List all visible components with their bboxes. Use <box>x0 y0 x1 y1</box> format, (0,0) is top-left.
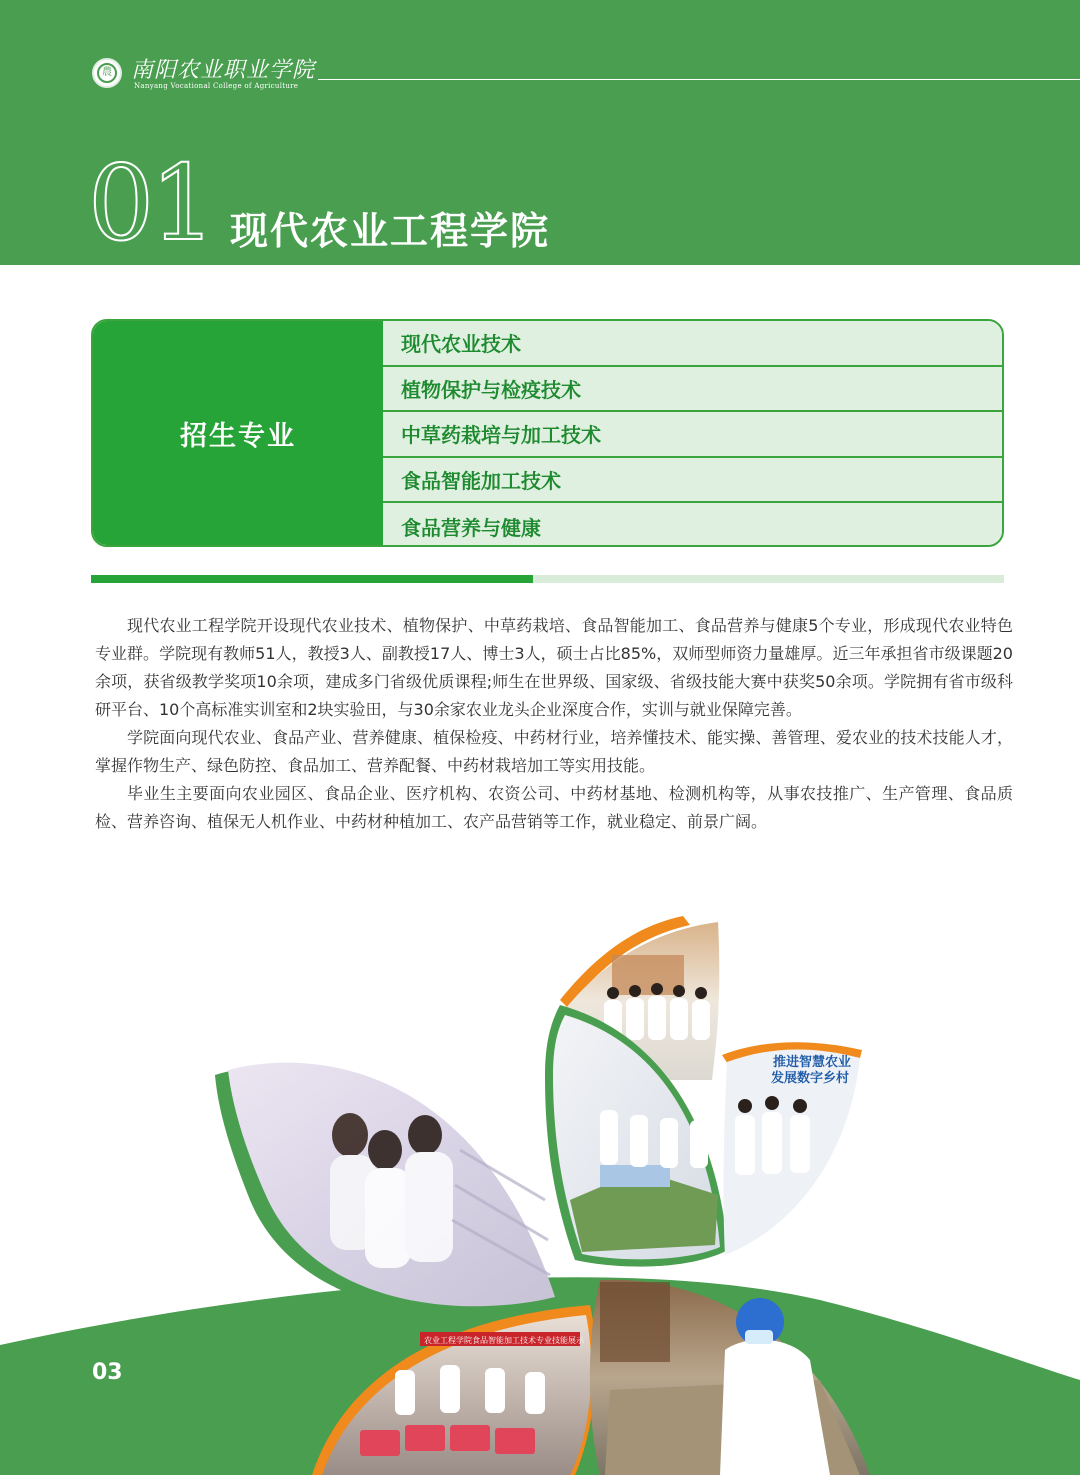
major-item: 食品营养与健康 <box>383 503 1002 547</box>
chapter-number: 01 <box>88 142 213 264</box>
major-item: 中草药栽培与加工技术 <box>383 412 1002 458</box>
chapter-title: 现代农业工程学院 <box>230 209 551 253</box>
major-item: 现代农业技术 <box>383 321 1002 367</box>
lab-people <box>330 1113 453 1268</box>
staff-backdrop <box>612 955 684 995</box>
page-number: 03 <box>92 1360 123 1385</box>
college-seal-icon: 農 <box>92 58 122 88</box>
slogan-line-2: 发展数字乡村 <box>771 1071 850 1086</box>
intro-paragraph: 现代农业工程学院开设现代农业技术、植物保护、中草药栽培、食品智能加工、食品营养与健康5个专业，形成现代农业特色专业群。学院现有教师51人，教授3人、副教授17人、博士3人，硕士占比85%，双师型师资力量雄厚。近三年承担省市级课题20余项，获省级教学奖项10余项，建成多门省级优质课程;师生在世界级、国家级、省级技能大赛中获奖50余项。学院拥有省市级科研平台、10个高标准实训室和2块实验田，与30余家农业龙头企业深度合作，实训与就业保障完善。 <box>95 616 1013 719</box>
slogan-line-1: 推进智慧农业 <box>773 1055 852 1070</box>
intro-paragraph: 毕业生主要面向农业园区、食品企业、医疗机构、农资公司、中药材基地、检测机构等，从事农技推广、生产管理、食品质检、营养咨询、植保无人机作业、中药材种植加工、农产品营销等工作，就业稳定、前景广阔。 <box>95 784 1013 831</box>
college-name-en: Nanyang Vocational College of Agriculture <box>134 82 299 90</box>
screen-people <box>735 1112 810 1175</box>
intro-paragraph: 学院面向现代农业、食品产业、营养健康、植保检疫、中药材行业，培养懂技术、能实操、善管理、爱农业的技术技能人才，掌握作物生产、绿色防控、食品加工、营养配餐、中药材栽培加工等实用技能。 <box>95 728 1013 775</box>
major-item: 植物保护与检疫技术 <box>383 367 1002 413</box>
major-item: 食品智能加工技术 <box>383 458 1002 504</box>
college-name-cn: 南阳农业职业学院 <box>131 58 316 83</box>
herb-cabinet <box>600 1282 670 1362</box>
majors-label: 招生专业 <box>93 321 383 545</box>
food-banner-text: 农业工程学院食品智能加工技术专业技能展示 <box>424 1336 584 1345</box>
greenhouse-model <box>600 1165 670 1187</box>
